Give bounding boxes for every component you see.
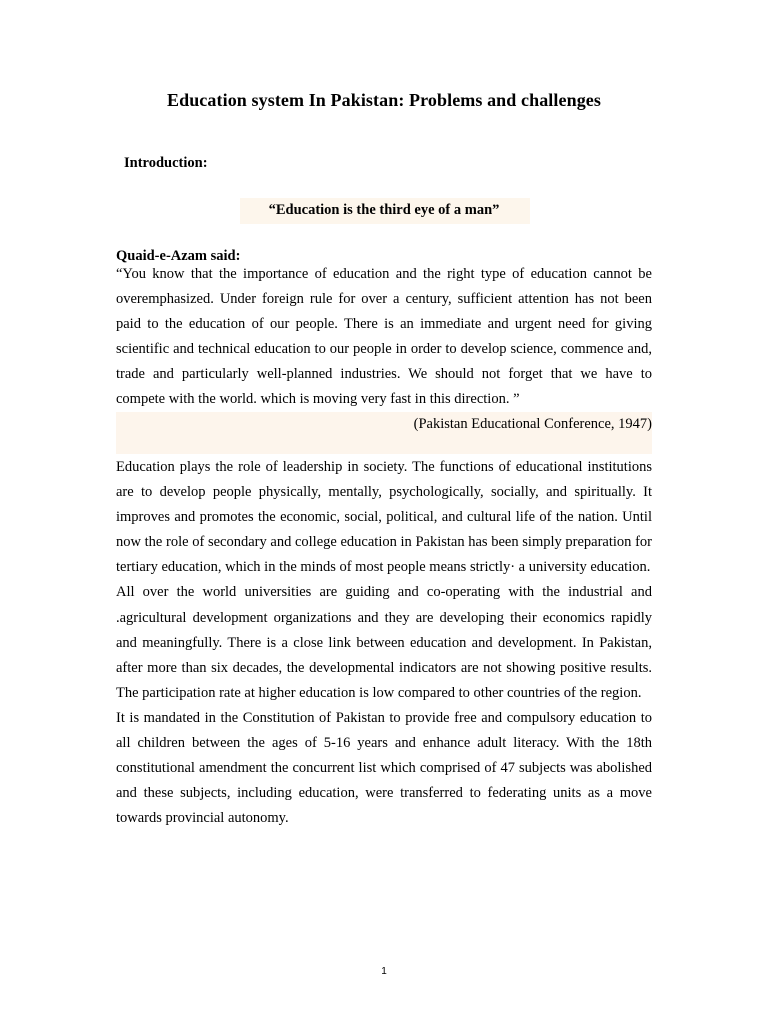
page-number: 1 [381, 966, 387, 977]
paragraph-leadership: Education plays the role of leadership in society. The functions of educational institutions are to develop people physically, mentally, psychologically, socially, and spiritually. It improves and promotes the economic, social, political, and cultural life of the nation. Until now the role of secondary and college education in Pakistan has been simply preparation for tertiary education, which in the minds of most people means strictly· a university education. [116, 459, 652, 576]
quaid-quote: “You know that the importance of education and the right type of education cannot be overemphasized. Under foreign rule for over a century, sufficient attention has not been paid to the education of our people. There is an immediate and urgent need for giving scientific and technical education to our people in order to develop science, commence and, trade and particularly well-planned industries. We should not forget that we have to compete with the world. which is moving very fast in this direction. ” [116, 266, 652, 408]
motto-quote: “Education is the third eye of a man” [268, 202, 500, 218]
paragraph-constitution: It is mandated in the Constitution of Pakistan to provide free and compulsory education to all children between the ages of 5-16 years and enhance adult literacy. With the 18th constitutional amendment the concurrent list which comprised of 47 subjects was abolished and these subjects, including education, were transferred to federating units as a move towards provincial autonomy. [116, 709, 652, 827]
quote-citation: (Pakistan Educational Conference, 1947) [413, 416, 652, 432]
introduction-heading: Introduction: [124, 155, 208, 171]
body-text [116, 455, 652, 831]
document-title: Education system In Pakistan: Problems and challenges [166, 90, 601, 110]
paragraph-universities: All over the world universities are guiding and co-operating with the industrial and .agricultural development organizations and they are developing their economics rapidly and meaningfully. There is a close link between education and development. In Pakistan, after more than six decades, the developmental indicators are not showing positive results. The participation rate at higher education is low compared to other countries of the region. [116, 584, 652, 701]
quote-attribution-speaker: Quaid-e-Azam said: [116, 248, 241, 264]
